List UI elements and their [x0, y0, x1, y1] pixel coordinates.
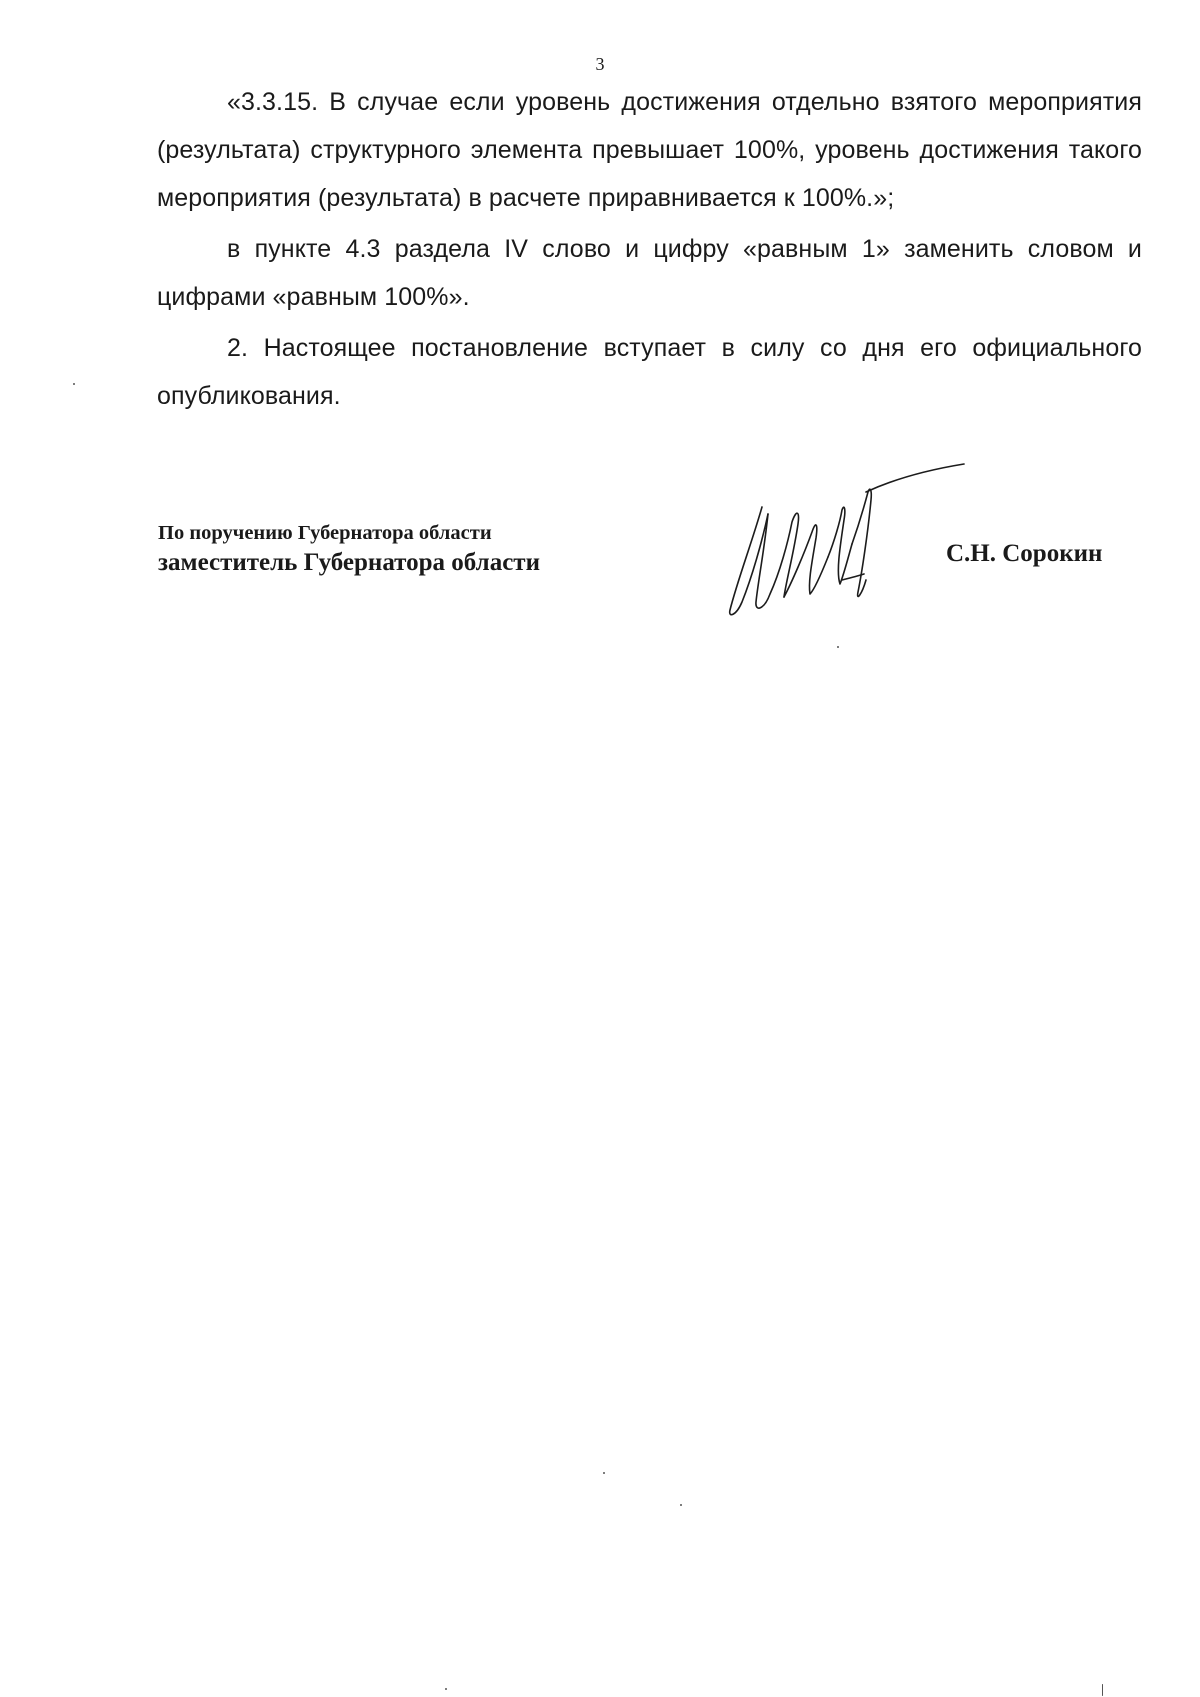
scan-speck: [1102, 1684, 1103, 1696]
scan-speck: [680, 1504, 682, 1506]
signer-name: С.Н. Сорокин: [946, 540, 1103, 567]
scan-speck: [73, 383, 75, 385]
paragraph-entry-into-force: 2. Настоящее постановление вступает в силу со дня его официального опубликования.: [157, 334, 1142, 410]
page-number: 3: [595, 54, 605, 74]
paragraph-amendment-4-3: в пункте 4.3 раздела IV слово и цифру «равным 1» заменить словом и цифрами «равным 100%».: [157, 235, 1142, 311]
signatory-title-line1: По поручению Губернатора области: [158, 522, 492, 544]
document-body: [157, 78, 1142, 420]
signatory-title: [158, 519, 540, 579]
scan-speck: [445, 1688, 447, 1690]
signatory-title-line2: заместитель Губернатора области: [158, 549, 540, 576]
handwritten-signature: [722, 462, 972, 622]
scan-speck: [837, 646, 839, 648]
paragraph-amendment-3-3-15: «3.3.15. В случае если уровень достижения отдельно взятого мероприятия (результата) структурного элемента превышает 100%, уровень достижения такого мероприятия (результата) в расчете приравнивается к 100%.»;: [157, 88, 1142, 212]
scan-speck: [603, 1472, 605, 1474]
